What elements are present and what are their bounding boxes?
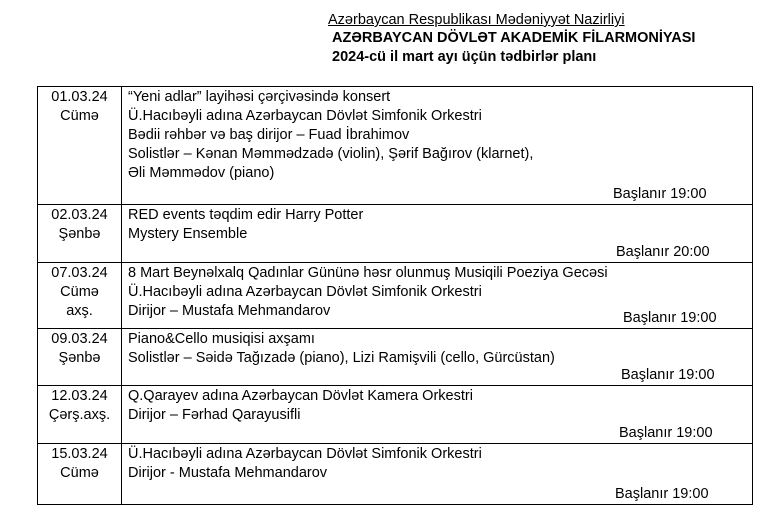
event-detail-line: Ü.Hacıbəyli adına Azərbaycan Dövlət Simfonik Orkestri (128, 446, 482, 462)
event-detail-line: Piano&Cello musiqisi axşamı (128, 331, 315, 347)
events-table (37, 86, 753, 505)
event-weekday: Çərş.axş. (48, 407, 111, 423)
event-start-time: Başlanır 19:00 (623, 310, 717, 326)
event-date-cell (38, 87, 122, 204)
event-date-cell (38, 263, 122, 328)
event-date: 12.03.24 (51, 388, 108, 404)
event-detail-line: Solistlər – Səidə Tağızadə (piano), Lizi Ramişvili (cello, Gürcüstan) (128, 350, 555, 366)
event-detail-line: RED events təqdim edir Harry Potter (128, 207, 364, 223)
event-row (38, 444, 752, 505)
event-detail-line: Dirijor - Mustafa Mehmandarov (128, 465, 328, 481)
event-detail-line: Dirijor – Fərhad Qarayusifli (128, 407, 301, 423)
event-date: 09.03.24 (51, 331, 108, 347)
document-header (0, 0, 781, 84)
event-row (38, 329, 752, 386)
event-weekday: Cümə (60, 465, 99, 481)
event-detail-line: Ü.Hacıbəyli adına Azərbaycan Dövlət Simfonik Orkestri (128, 108, 482, 124)
event-weekday: Cümə (60, 108, 99, 124)
event-date-cell (38, 205, 122, 262)
event-date: 01.03.24 (51, 89, 108, 105)
event-weekday: Şənbə (58, 226, 101, 242)
event-row (38, 386, 752, 444)
event-detail-line: Ü.Hacıbəyli adına Azərbaycan Dövlət Simfonik Orkestri (128, 284, 482, 300)
event-date-cell (38, 386, 122, 443)
event-weekday: Şənbə (58, 350, 101, 366)
event-detail-line: Əli Məmmədov (piano) (128, 165, 275, 181)
ministry-title: Azərbaycan Respublikası Mədəniyyət Nazirliyi (328, 12, 625, 28)
event-detail-line: Q.Qarayev adına Azərbaycan Dövlət Kamera Orkestri (128, 388, 473, 404)
event-date: 15.03.24 (51, 446, 108, 462)
event-detail-line: Solistlər – Kənan Məmmədzadə (violin), Şərif Bağırov (klarnet), (128, 146, 534, 162)
event-date: 02.03.24 (51, 207, 108, 223)
event-description (122, 329, 752, 385)
plan-title: 2024-cü il mart ayı üçün tədbirlər planı (332, 49, 597, 65)
event-date: 07.03.24 (51, 265, 108, 281)
event-description (122, 386, 752, 443)
event-detail-line: “Yeni adlar” layihəsi çərçivəsində konsert (128, 89, 391, 105)
event-start-time: Başlanır 20:00 (616, 244, 710, 260)
event-row (38, 87, 752, 205)
organization-title: AZƏRBAYCAN DÖVLƏT AKADEMİK FİLARMONİYASI (332, 30, 696, 46)
event-start-time: Başlanır 19:00 (619, 425, 713, 441)
event-description (122, 87, 752, 204)
event-detail-line: Dirijor – Mustafa Mehmandarov (128, 303, 331, 319)
event-row (38, 205, 752, 263)
event-description (122, 263, 752, 328)
event-detail-line: Mystery Ensemble (128, 226, 248, 242)
event-date-cell (38, 329, 122, 385)
event-weekday: Cümə (60, 284, 99, 300)
event-weekday: axş. (66, 303, 93, 319)
event-detail-line: 8 Mart Beynəlxalq Qadınlar Gününə həsr olunmuş Musiqili Poeziya Gecəsi (128, 265, 608, 281)
event-detail-line: Bədii rəhbər və baş dirijor – Fuad İbrahimov (128, 127, 410, 143)
event-start-time: Başlanır 19:00 (615, 486, 709, 502)
event-start-time: Başlanır 19:00 (621, 367, 715, 383)
event-description (122, 205, 752, 262)
event-date-cell (38, 444, 122, 504)
event-description (122, 444, 752, 504)
event-start-time: Başlanır 19:00 (613, 186, 707, 202)
event-row (38, 263, 752, 329)
